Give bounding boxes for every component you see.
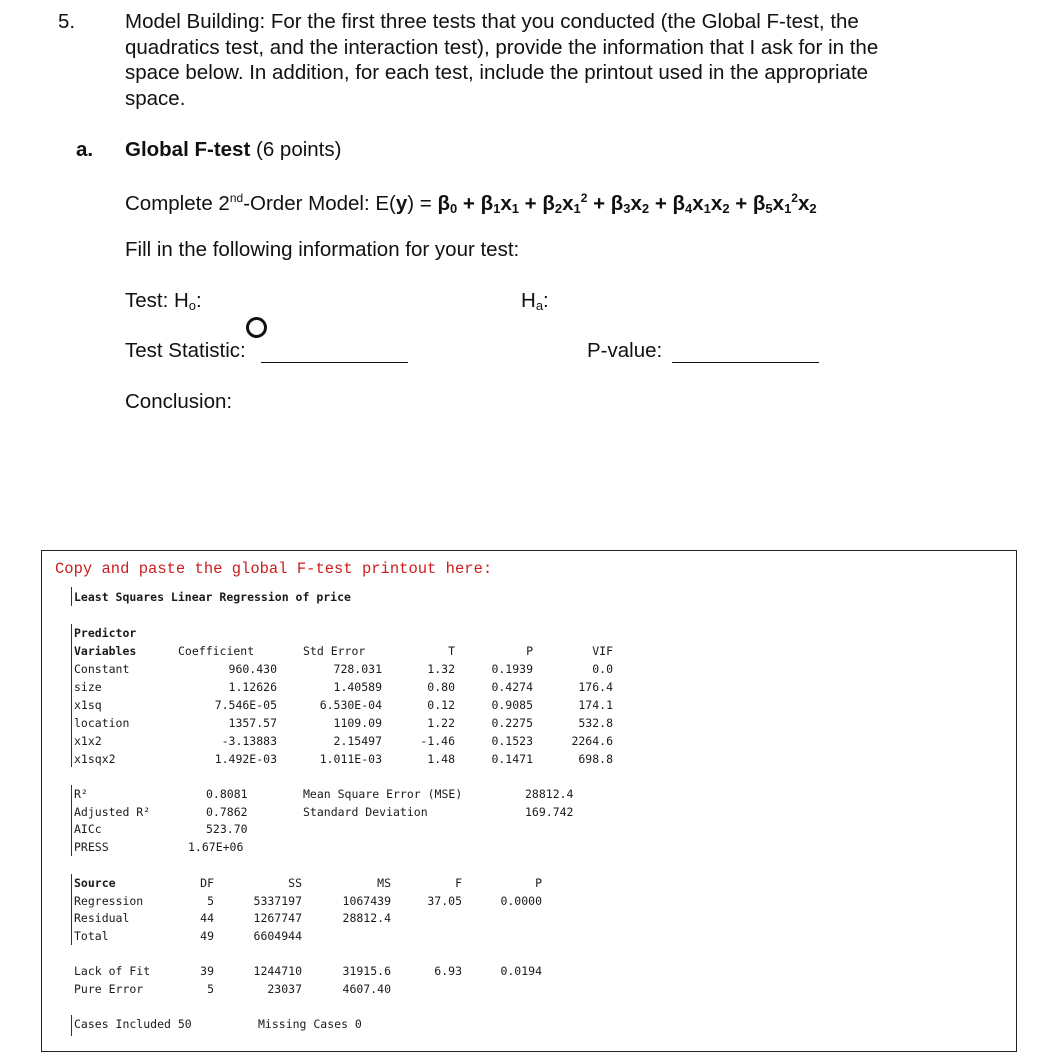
lof-cell: 5 [207, 982, 214, 996]
table-cell: 6.530E-04 [319, 698, 382, 712]
table-cell: 1.40589 [333, 680, 382, 694]
anova-cell: 37.05 [427, 894, 462, 908]
cases-included: Cases Included 50 [74, 1017, 192, 1031]
question-line-3: space below. In addition, for each test, include the printout used in the appropriate [125, 61, 869, 84]
anova-cell: 1067439 [342, 894, 391, 908]
part-heading [125, 137, 341, 163]
anova-header-ms: MS [377, 876, 391, 890]
question-line-2: quadratics test, and the interaction test), provide the information that I ask for in the [125, 36, 879, 59]
col-header-p: P [526, 644, 533, 658]
anova-header-source: Source [74, 876, 116, 890]
question-number: 5. [58, 10, 76, 33]
table-cell: 0.1471 [491, 752, 533, 766]
stat-value: 523.70 [206, 822, 248, 836]
table-cell: 1.12626 [228, 680, 277, 694]
mse-label: Mean Square Error (MSE) [303, 787, 463, 801]
table-cell: 2.15497 [333, 734, 382, 748]
divider [71, 624, 72, 767]
part-points: (6 points) [256, 138, 342, 161]
anova-cell: 49 [200, 929, 214, 943]
table-cell: 0.4274 [491, 680, 533, 694]
anova-cell: 28812.4 [342, 911, 391, 925]
table-cell: 7.546E-05 [214, 698, 277, 712]
stat-label: Adjusted R² [74, 805, 151, 819]
table-row: Constant [74, 662, 130, 676]
lof-row: Lack of Fit [74, 964, 151, 978]
table-cell: 1.32 [427, 662, 455, 676]
lof-cell: 6.93 [434, 964, 462, 978]
col-header-variables: Variables [74, 644, 137, 658]
lof-cell: 39 [200, 964, 214, 978]
anova-cell: 0.0000 [500, 894, 542, 908]
instructions: Fill in the following information for your test: [125, 238, 520, 261]
table-cell: 698.8 [578, 752, 613, 766]
anova-header-f: F [455, 876, 462, 890]
printout-title: Least Squares Linear Regression of price [74, 590, 351, 604]
table-cell: 0.9085 [491, 698, 533, 712]
table-cell: 1109.09 [333, 716, 382, 730]
stat-label: AICc [74, 822, 102, 836]
divider [71, 587, 72, 606]
table-cell: -1.46 [420, 734, 455, 748]
table-cell: -3.13883 [221, 734, 277, 748]
anova-row: Regression [74, 894, 144, 908]
part-label: a. [76, 138, 94, 161]
divider [71, 1015, 72, 1036]
anova-cell: 5337197 [253, 894, 302, 908]
sd-label: Standard Deviation [303, 805, 428, 819]
model-equation: Complete 2nd-Order Model: $E(y) = \beta_0 + \beta_1x_1 + \beta_2x_1^2 + \beta_3x_2 + \beta_4x_1x_2 + \beta_5x_1^2x_2$ [125, 191, 817, 216]
table-cell: 1357.57 [228, 716, 277, 730]
p-value-field[interactable] [672, 340, 819, 363]
anova-cell: 1267747 [253, 911, 302, 925]
stat-label: PRESS [74, 840, 109, 854]
p-value-row: P-value: [587, 338, 819, 364]
missing-cases: Missing Cases 0 [258, 1017, 362, 1031]
lof-row: Pure Error [74, 982, 144, 996]
stat-value: 1.67E+06 [188, 840, 244, 854]
printout-prompt: Copy and paste the global F-test printout here: [55, 560, 493, 578]
stat-label: R² [74, 787, 88, 801]
table-cell: 0.1939 [491, 662, 533, 676]
table-cell: 960.430 [228, 662, 277, 676]
table-cell: 2264.6 [571, 734, 613, 748]
stat-value: 0.8081 [206, 787, 248, 801]
table-row: location [74, 716, 130, 730]
stat-value: 0.7862 [206, 805, 248, 819]
table-row: x1sqx2 [74, 752, 116, 766]
question-line-4: space. [125, 87, 186, 110]
test-statistic-field[interactable] [261, 340, 408, 363]
table-cell: 1.48 [427, 752, 455, 766]
table-cell: 0.1523 [491, 734, 533, 748]
table-cell: 1.492E-03 [214, 752, 277, 766]
col-header-std-error: Std Error [303, 644, 366, 658]
divider [71, 785, 72, 856]
divider [71, 874, 72, 945]
lof-cell: 0.0194 [500, 964, 542, 978]
alt-hypothesis-label: $H_a$: [521, 289, 549, 313]
table-cell: 174.1 [578, 698, 613, 712]
lof-cell: 23037 [267, 982, 302, 996]
table-cell: 0.12 [427, 698, 455, 712]
anova-header-ss: SS [288, 876, 302, 890]
lof-cell: 31915.6 [342, 964, 391, 978]
col-header-vif: VIF [592, 644, 613, 658]
table-row: x1sq [74, 698, 102, 712]
anova-row: Residual [74, 911, 130, 925]
anova-cell: 6604944 [253, 929, 302, 943]
col-header-t: T [448, 644, 455, 658]
table-cell: 1.22 [427, 716, 455, 730]
conclusion-label: Conclusion: [125, 390, 233, 413]
table-row: x1x2 [74, 734, 102, 748]
table-cell: 0.0 [592, 662, 613, 676]
lof-cell: 1244710 [253, 964, 302, 978]
anova-cell: 44 [200, 911, 214, 925]
circle-mark-icon [246, 317, 267, 338]
table-cell: 728.031 [333, 662, 382, 676]
mse-value: 28812.4 [525, 787, 574, 801]
sd-value: 169.742 [525, 805, 574, 819]
question-line-1: Model Building: For the first three tests that you conducted (the Global F-test, the [125, 10, 859, 33]
anova-header-p: P [535, 876, 542, 890]
predictor-header: Predictor [74, 626, 137, 640]
table-row: size [74, 680, 102, 694]
table-cell: 176.4 [578, 680, 613, 694]
table-cell: 0.80 [427, 680, 455, 694]
table-cell: 532.8 [578, 716, 613, 730]
null-hypothesis-label: Test: $H_o$: [125, 289, 202, 313]
anova-cell: 5 [207, 894, 214, 908]
anova-header-df: DF [200, 876, 214, 890]
anova-row: Total [74, 929, 109, 943]
test-statistic-row: Test Statistic: [125, 338, 408, 364]
table-cell: 1.011E-03 [319, 752, 382, 766]
table-cell: 0.2275 [491, 716, 533, 730]
col-header-coefficient: Coefficient [178, 644, 255, 658]
part-title: Global F-test [125, 138, 251, 161]
lof-cell: 4607.40 [342, 982, 391, 996]
